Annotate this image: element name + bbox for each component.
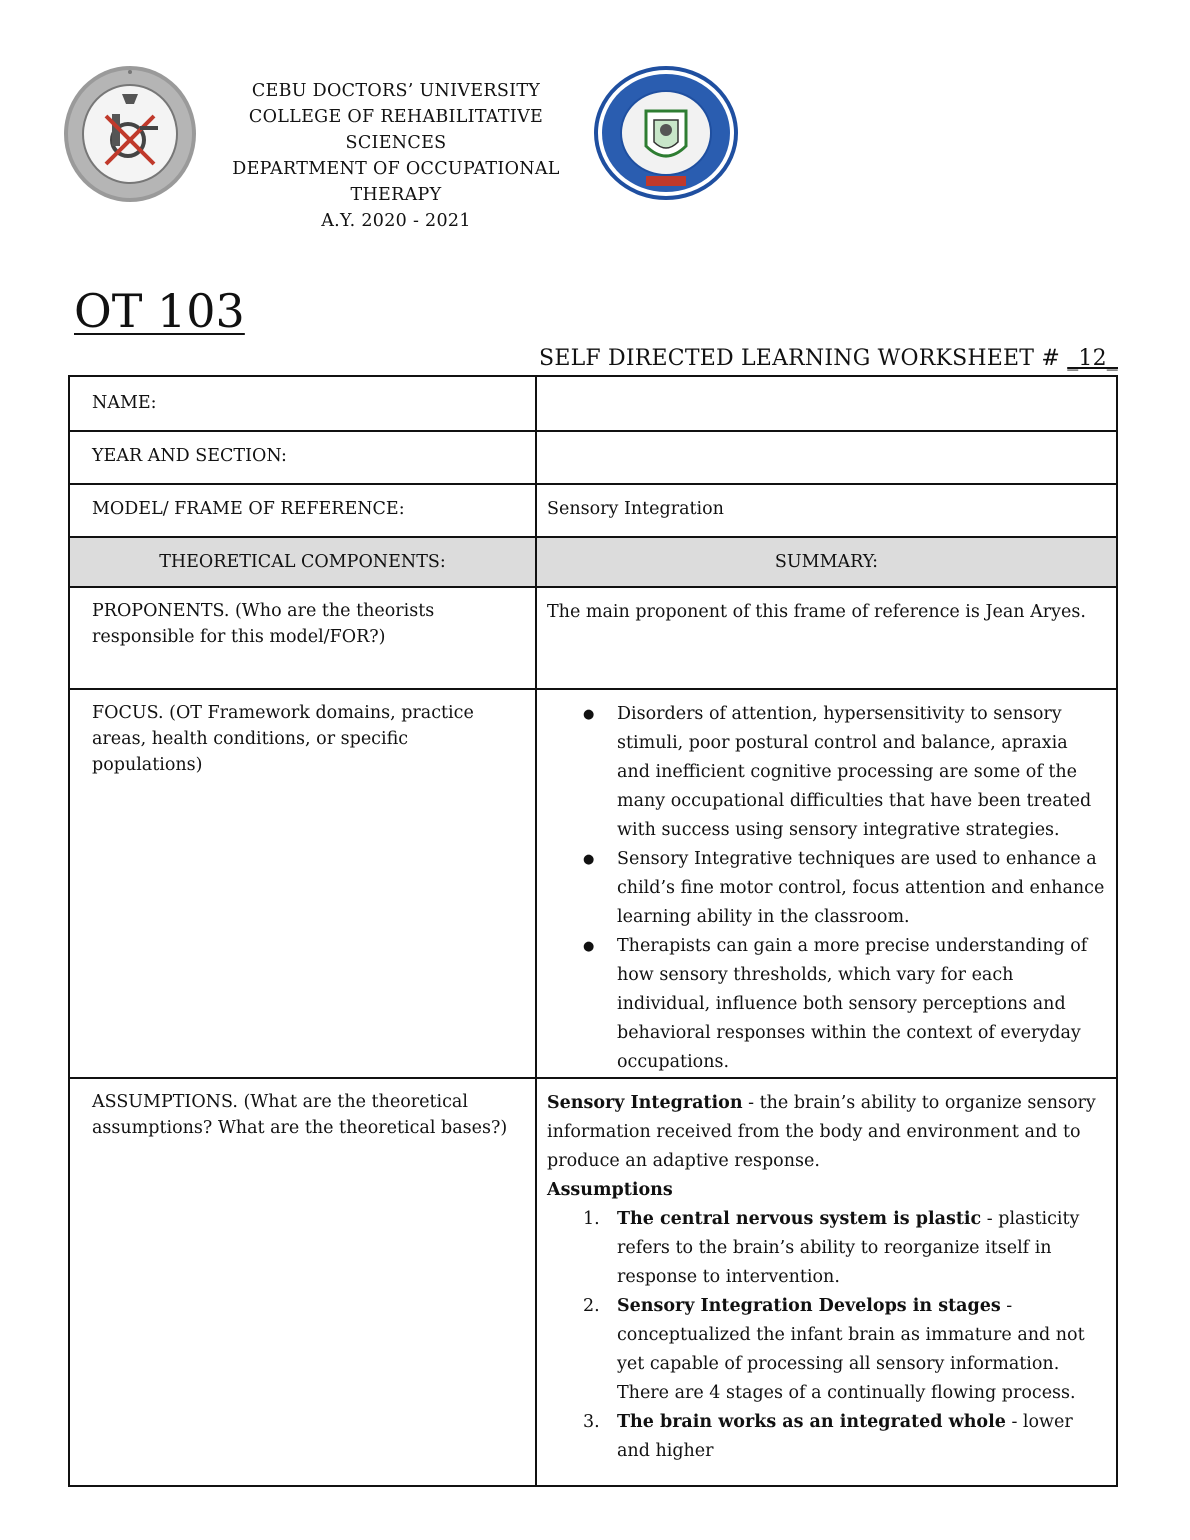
header-line-department: DEPARTMENT OF OCCUPATIONAL [232, 159, 560, 179]
assumptions-heading [547, 1176, 1106, 1205]
table-row-proponents [69, 587, 1117, 689]
definition-term: Sensory Integration [547, 1093, 743, 1113]
focus-label-cell [69, 689, 536, 1078]
assumptions-label-cell [69, 1078, 536, 1486]
assumption-term: The central nervous system is plastic [617, 1209, 982, 1229]
assumptions-label: ASSUMPTIONS. (What are the theoretical assumptions? What are the theoretical bases?) [92, 1092, 508, 1138]
worksheet-number: _12_ [1067, 346, 1118, 371]
table-row-assumptions [69, 1078, 1117, 1486]
list-number: 3. [583, 1412, 600, 1432]
focus-summary [536, 689, 1117, 1078]
table-row-name [69, 376, 1117, 431]
list-number: 1. [583, 1209, 600, 1229]
assumption-term: The brain works as an integrated whole [617, 1412, 1006, 1432]
name-field[interactable] [536, 376, 1117, 431]
assumption-text: - lower and higher [617, 1412, 1073, 1461]
focus-label: FOCUS. (OT Framework domains, practice areas, health conditions, or specific populations) [92, 703, 474, 775]
assumptions-summary [536, 1078, 1117, 1486]
list-item: ● Therapists can gain a more precise understanding of how sensory thresholds, which vary for each individual, influence both sensory perceptions and behavioral responses within the context of everyday occupations. [617, 932, 1106, 1077]
year-section-field[interactable] [536, 431, 1117, 484]
header-line-university: CEBU DOCTORS’ UNIVERSITY [251, 81, 541, 101]
header-line-academic-year: A.Y. 2020 - 2021 [321, 211, 471, 231]
worksheet-title [539, 346, 1118, 371]
column-header-summary: SUMMARY: [536, 537, 1117, 587]
assumptions-heading-text: Assumptions [547, 1180, 673, 1200]
model-value: Sensory Integration [536, 484, 1117, 537]
college-seal-logo [62, 64, 198, 204]
list-item [583, 1408, 1106, 1466]
list-item: ● Disorders of attention, hypersensitivity to sensory stimuli, poor postural control and balance, apraxia and inefficient cognitive processing are some of the many occupational difficulties that have been treated with success using sensory integrative strategies. [617, 700, 1106, 845]
list-item: ● Sensory Integrative techniques are used to enhance a child’s fine motor control, focus attention and enhance learning ability in the classroom. [617, 845, 1106, 932]
list-item [583, 1205, 1106, 1292]
model-label: MODEL/ FRAME OF REFERENCE: [69, 484, 536, 537]
header-line-college: COLLEGE OF REHABILITATIVE SCIENCES [248, 107, 544, 153]
worksheet-title-prefix: SELF DIRECTED LEARNING WORKSHEET # [539, 346, 1068, 371]
table-header-row [69, 537, 1117, 587]
course-code: OT 103 [74, 284, 245, 338]
list-item [583, 1292, 1106, 1408]
column-header-components: THEORETICAL COMPONENTS: [69, 537, 536, 587]
list-number: 2. [583, 1296, 600, 1316]
university-seal-logo [594, 66, 738, 200]
table-row-focus [69, 689, 1117, 1078]
assumption-text: - conceptualized the infant brain as immature and not yet capable of processing all sensory information. There are 4 stages of a continually flowing process. [617, 1296, 1085, 1403]
assumption-term: Sensory Integration Develops in stages [617, 1296, 1001, 1316]
sensory-integration-definition [547, 1089, 1106, 1176]
worksheet-table [68, 375, 1118, 1487]
definition-text: - the brain’s ability to organize sensory information received from the body and environment and to produce an adaptive response. [547, 1093, 1096, 1171]
proponents-label-cell [69, 587, 536, 689]
proponents-value: The main proponent of this frame of reference is Jean Aryes. [536, 587, 1117, 689]
year-section-label: YEAR AND SECTION: [69, 431, 536, 484]
institution-header [200, 78, 592, 234]
assumptions-list [547, 1205, 1106, 1466]
assumption-text: - plasticity refers to the brain’s ability to reorganize itself in response to intervention. [617, 1209, 1080, 1287]
table-row-year-section [69, 431, 1117, 484]
header-line-department-cont: THERAPY [350, 185, 442, 205]
name-label: NAME: [69, 376, 536, 431]
focus-bullet-list [547, 700, 1106, 1077]
table-row-model [69, 484, 1117, 537]
proponents-label: PROPONENTS. (Who are the theorists responsible for this model/FOR?) [92, 601, 435, 647]
